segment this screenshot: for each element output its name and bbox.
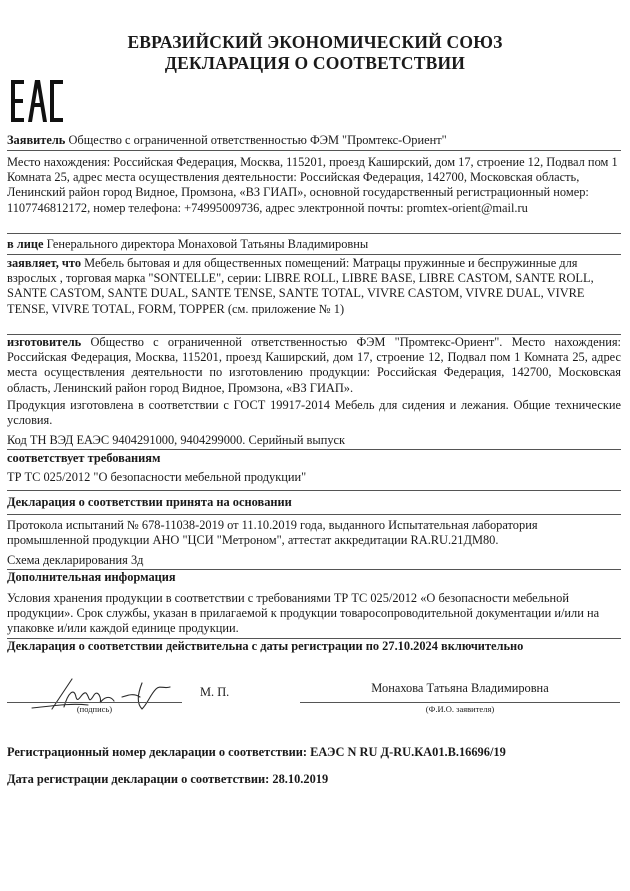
divider [7,233,621,234]
stamp-place-label: М. П. [200,685,230,699]
union-title: ЕВРАЗИЙСКИЙ ЭКОНОМИЧЕСКИЙ СОЮЗ [127,32,503,52]
person-value: Генерального директора Монаховой Татьяны Владимировны [46,237,369,251]
divider [7,514,621,515]
requirements-label: соответствует требованиям [7,451,161,465]
name-caption: (Ф.И.О. заявителя) [425,704,495,714]
registration-number: Регистрационный номер декларации о соответствии: ЕАЭС N RU Д-RU.КА01.В.16696/19 [7,745,506,759]
applicant-label: Заявитель [7,133,66,147]
divider [7,490,621,491]
divider [7,449,621,450]
additional-label: Дополнительная информация [7,570,176,584]
signature-caption: (подпись) [76,704,113,714]
document-title: ДЕКЛАРАЦИЯ О СООТВЕТСТВИИ [164,53,466,73]
code-line: Код ТН ВЭД ЕАЭС 9404291000, 9404299000. Серийный выпуск [7,433,346,447]
requirements-value: ТР ТС 025/2012 "О безопасности мебельной продукции" [7,470,307,484]
manufacturer-standard: Продукция изготовлена в соответствии с ГОСТ 19917-2014 Мебель для сидения и лежания. Общие технические условия. [7,398,621,428]
declares-value: Мебель бытовая и для общественных помещений: Матрацы пружинные и беспружинные для взрослых , торговая марка "SONTELLE", серии: LIBRE ROLL, LIBRE BASE, LIBRE CASTOM, SANTE ROLL, SANTE CASTOM, SANTE DUAL, SANTE TENSE, SANTE TOTAL, VIVRE CASTOM, VIVRE DUAL, VIVRE TENSE, VIVRE TOTAL, FORM, TOPPER (см. приложение № 1) [7,256,594,316]
divider [7,254,621,255]
location-block: Место нахождения: Российская Федерация, Москва, 115201, проезд Каширский, дом 17, строение 12, Подвал пом 1 Комната 25, адрес места осуществления деятельности: Российская Федерация, 142700, Московская область, Ленинский район город Видное, Промзона, «ВЗ ГИАП», основной государственный регистрационный номер: 1107746812172, номер телефона: +74995009736, адрес электронной почты: promtex-orient@mail.ru [7,155,618,215]
applicant-line [7,133,621,148]
declares-label: заявляет, что [7,256,82,270]
scheme-line: Схема декларирования 3д [7,553,144,567]
validity-line: Декларация о соответствии действительна с даты регистрации по 27.10.2024 включительно [7,639,524,653]
registration-date: Дата регистрации декларации о соответствии: 28.10.2019 [7,772,329,786]
applicant-value: Общество с ограниченной ответственностью ФЭМ "Промтекс-Ориент" [68,133,447,147]
manufacturer-label: изготовитель [7,335,82,349]
basis-label: Декларация о соответствии принята на основании [7,495,292,509]
declares-block [7,256,621,317]
name-line [300,702,620,703]
manufacturer-value: Общество с ограниченной ответственностью ФЭМ "Промтекс-Ориент". Место нахождения: Российская Федерация, Москва, 115201, проезд Каширский, дом 17, строение 12, Подвал пом 1 Комната 25, адрес места осуществления деятельности по изготовлению продукции: Российская Федерация, 142700, Московская область, Ленинский район город Видное, Промзона, «ВЗ ГИАП». [7,335,621,395]
person-line [7,237,621,252]
divider [7,150,621,151]
person-label: в лице [7,237,44,251]
eac-logo-icon [9,78,65,124]
additional-value: Условия хранения продукции в соответствии с требованиями ТР ТС 025/2012 «О безопасности мебельной продукции». Срок службы, указан в прилагаемой к продукции товаросопроводительной документации и/или на упаковке и/или каждой единице продукции. [7,591,600,636]
signature-line [7,702,182,703]
applicant-name: Монахова Татьяна Владимировна [371,681,549,695]
basis-value: Протокола испытаний № 678-11038-2019 от 11.10.2019 года, выданного Испытательная лаборатория промышленной продукции АНО "ЦСИ "Метроном", аттестат аккредитации RA.RU.21ДМ80. [7,518,538,548]
manufacturer-block [7,335,621,396]
